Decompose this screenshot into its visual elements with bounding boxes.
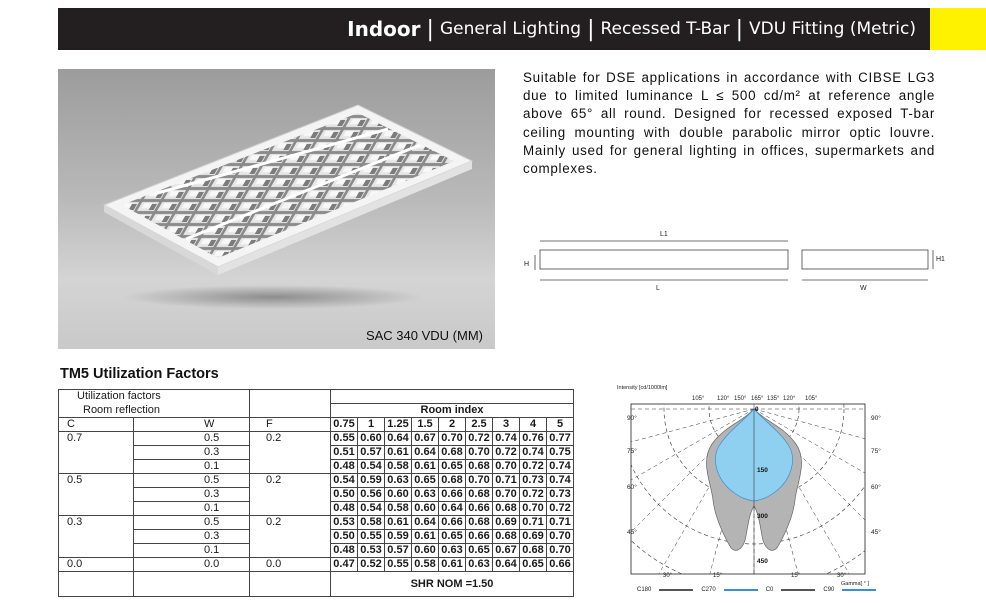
polar-top-angle: 135° [767, 396, 780, 402]
header-bar [58, 8, 930, 50]
polar-bottom-angle: 30° [663, 573, 673, 579]
utilization-table [58, 389, 574, 597]
utilization-value: 0.68 [439, 446, 466, 460]
reflection-c: 0.7 [59, 432, 134, 446]
table-row [59, 544, 574, 558]
utilization-value: 0.68 [439, 474, 466, 488]
utilization-value: 0.63 [385, 474, 412, 488]
utilization-value: 0.68 [493, 502, 520, 516]
utilization-value: 0.66 [466, 502, 493, 516]
utilization-value: 0.56 [358, 488, 385, 502]
utilization-value: 0.72 [520, 488, 547, 502]
header-separator: | [426, 16, 434, 42]
room-reflection-header: Room reflection [59, 404, 250, 418]
fixture-side-view [540, 250, 788, 269]
polar-left-angle: 45° [627, 529, 637, 536]
utilization-value: 0.64 [493, 558, 520, 572]
utilization-value: 0.77 [547, 432, 574, 446]
polar-top-angle: 105° [805, 396, 818, 402]
utilization-header: Utilization factors [59, 390, 250, 404]
reflection-c [59, 488, 134, 502]
polar-radial-label: 300 [757, 513, 768, 520]
utilization-value: 0.47 [331, 558, 358, 572]
utilization-value: 0.58 [358, 516, 385, 530]
table-row [59, 432, 574, 446]
polar-right-angle: 75° [871, 448, 881, 455]
utilization-value: 0.61 [412, 530, 439, 544]
dim-label-w: W [860, 285, 867, 292]
legend-label-c180: C180 [637, 587, 652, 593]
utilization-value: 0.71 [493, 474, 520, 488]
room-index-value: 1 [358, 418, 385, 432]
fixture-shadow [123, 285, 423, 309]
utilization-value: 0.64 [412, 446, 439, 460]
header-title [347, 8, 916, 50]
utilization-value: 0.66 [547, 558, 574, 572]
product-description: Suitable for DSE applications in accordance with CIBSE LG3 due to limited luminance L ≤ 500 cd/m² at reference angle above 65° all round. Designed for recessed exposed T-bar ceiling mounting with double parabolic mirror optic louvre. Mainly used for general lighting in offices, supermarkets and complexes. [523, 70, 935, 177]
header-separator: | [735, 16, 744, 42]
utilization-value: 0.52 [358, 558, 385, 572]
polar-intensity-diagram [605, 378, 885, 588]
reflection-f: 0.2 [250, 516, 331, 530]
fixture-end-view [802, 250, 928, 269]
utilization-value: 0.60 [412, 544, 439, 558]
polar-left-angle: 90° [627, 415, 637, 422]
reflection-f: 0.0 [250, 558, 331, 572]
table-row [59, 502, 574, 516]
utilization-value: 0.59 [358, 474, 385, 488]
utilization-value: 0.70 [493, 460, 520, 474]
product-caption: SAC 340 VDU (MM) [365, 328, 483, 343]
utilization-value: 0.63 [439, 544, 466, 558]
reflection-w: 0.5 [134, 432, 250, 446]
room-index-value: 1.5 [412, 418, 439, 432]
utilization-value: 0.74 [493, 432, 520, 446]
utilization-value: 0.70 [466, 446, 493, 460]
polar-left-angle: 75° [627, 448, 637, 455]
header-accent-block [930, 8, 986, 50]
shr-nom-footer: SHR NOM =1.50 [331, 572, 574, 597]
polar-top-angle: 150° [734, 396, 747, 402]
utilization-value: 0.70 [439, 432, 466, 446]
utilization-value: 0.50 [331, 488, 358, 502]
polar-right-angle: 90° [871, 415, 881, 422]
reflection-f [250, 530, 331, 544]
reflection-w: 0.0 [134, 558, 250, 572]
room-index-value: 2 [439, 418, 466, 432]
room-index-value: 0.75 [331, 418, 358, 432]
polar-top-angle: 105° [692, 396, 705, 402]
utilization-value: 0.53 [331, 516, 358, 530]
utilization-value: 0.60 [358, 432, 385, 446]
utilization-value: 0.55 [385, 558, 412, 572]
utilization-value: 0.68 [466, 460, 493, 474]
polar-radial-label: 450 [757, 558, 768, 565]
dim-label-l: L [656, 285, 660, 292]
utilization-value: 0.53 [358, 544, 385, 558]
reflection-w: 0.5 [134, 474, 250, 488]
reflection-f [250, 488, 331, 502]
utilization-value: 0.54 [358, 502, 385, 516]
table-row [59, 460, 574, 474]
table-row [59, 474, 574, 488]
reflection-w: 0.5 [134, 516, 250, 530]
reflection-f [250, 502, 331, 516]
reflection-f: 0.2 [250, 432, 331, 446]
utilization-value: 0.67 [493, 544, 520, 558]
polar-top-angle: 120° [783, 396, 796, 402]
utilization-value: 0.76 [520, 432, 547, 446]
legend-label-c0: C0 [765, 587, 774, 593]
header-title-part: General Lighting [439, 19, 582, 39]
utilization-value: 0.60 [412, 502, 439, 516]
reflection-c [59, 544, 134, 558]
utilization-value: 0.68 [466, 516, 493, 530]
utilization-value: 0.65 [520, 558, 547, 572]
utilization-value: 0.68 [493, 530, 520, 544]
room-index-value: 4 [520, 418, 547, 432]
legend-swatch-blue [842, 589, 876, 591]
utilization-value: 0.73 [520, 474, 547, 488]
col-label-c: C [59, 418, 134, 432]
room-index-value: 5 [547, 418, 574, 432]
utilization-value: 0.50 [331, 530, 358, 544]
header-title-part: Recessed T-Bar [600, 19, 730, 39]
room-index-value: 3 [493, 418, 520, 432]
header-title-main: Indoor [347, 17, 421, 41]
utilization-value: 0.61 [412, 460, 439, 474]
utilization-value: 0.58 [412, 558, 439, 572]
utilization-value: 0.64 [412, 516, 439, 530]
utilization-value: 0.73 [547, 488, 574, 502]
reflection-f: 0.2 [250, 474, 331, 488]
reflection-w: 0.3 [134, 488, 250, 502]
utilization-value: 0.61 [439, 558, 466, 572]
reflection-w: 0.1 [134, 544, 250, 558]
table-row [59, 558, 574, 572]
utilization-value: 0.66 [439, 516, 466, 530]
legend-label-c90: C90 [823, 587, 835, 593]
utilization-value: 0.74 [520, 446, 547, 460]
utilization-value: 0.65 [466, 544, 493, 558]
utilization-value: 0.51 [331, 446, 358, 460]
utilization-value: 0.72 [466, 432, 493, 446]
polar-top-angle: 120° [717, 396, 730, 402]
utilization-value: 0.66 [466, 530, 493, 544]
legend-swatch-gray [659, 589, 693, 591]
utilization-value: 0.66 [439, 488, 466, 502]
dim-label-h1: H1 [936, 256, 945, 263]
reflection-f [250, 460, 331, 474]
reflection-w: 0.1 [134, 460, 250, 474]
reflection-w: 0.3 [134, 530, 250, 544]
utilization-value: 0.72 [547, 502, 574, 516]
utilization-value: 0.48 [331, 460, 358, 474]
utilization-value: 0.57 [385, 544, 412, 558]
header-title-part: VDU Fitting (Metric) [749, 19, 916, 39]
reflection-c [59, 502, 134, 516]
polar-zero-label: 0 [755, 406, 759, 413]
utilization-value: 0.74 [547, 474, 574, 488]
utilization-value: 0.64 [385, 432, 412, 446]
utilization-value: 0.69 [493, 516, 520, 530]
utilization-value: 0.64 [439, 502, 466, 516]
utilization-value: 0.58 [385, 502, 412, 516]
utilization-value: 0.71 [547, 516, 574, 530]
utilization-value: 0.74 [547, 460, 574, 474]
utilization-value: 0.68 [520, 544, 547, 558]
reflection-c: 0.5 [59, 474, 134, 488]
room-index-header: Room index [331, 404, 574, 418]
utilization-value: 0.70 [547, 544, 574, 558]
room-index-value: 2.5 [466, 418, 493, 432]
polar-legend [637, 587, 880, 593]
polar-right-angle: 60° [871, 484, 881, 491]
utilization-value: 0.75 [547, 446, 574, 460]
reflection-f [250, 446, 331, 460]
utilization-value: 0.72 [493, 446, 520, 460]
product-photo [58, 69, 495, 349]
dim-label-l1: L1 [660, 231, 668, 238]
table-row [59, 488, 574, 502]
legend-label-c270: C270 [701, 587, 716, 593]
utilization-value: 0.70 [547, 530, 574, 544]
utilization-value: 0.65 [439, 460, 466, 474]
polar-bottom-angle: 30° [837, 573, 847, 579]
utilization-value: 0.48 [331, 544, 358, 558]
polar-left-angle: 60° [627, 484, 637, 491]
utilization-value: 0.71 [520, 516, 547, 530]
utilization-value: 0.60 [385, 488, 412, 502]
utilization-value: 0.72 [520, 460, 547, 474]
dim-label-h: H [524, 261, 530, 268]
col-label-f: F [250, 418, 331, 432]
utilization-value: 0.70 [520, 502, 547, 516]
reflection-f [250, 544, 331, 558]
legend-swatch-blue [724, 589, 758, 591]
header-separator: | [587, 16, 595, 42]
utilization-value: 0.59 [385, 530, 412, 544]
utilization-value: 0.55 [331, 432, 358, 446]
utilization-value: 0.70 [466, 474, 493, 488]
utilization-value: 0.68 [466, 488, 493, 502]
reflection-c [59, 460, 134, 474]
utilization-value: 0.58 [385, 460, 412, 474]
utilization-value: 0.63 [412, 488, 439, 502]
utilization-value: 0.65 [412, 474, 439, 488]
dimension-drawing [520, 226, 950, 296]
polar-gamma-label: Gamma[ ° ] [841, 581, 869, 587]
reflection-c: 0.0 [59, 558, 134, 572]
polar-radial-label: 150 [757, 467, 768, 474]
utilization-title: TM5 Utilization Factors [60, 366, 219, 382]
utilization-value: 0.69 [520, 530, 547, 544]
utilization-value: 0.70 [493, 488, 520, 502]
utilization-value: 0.61 [385, 516, 412, 530]
reflection-w: 0.1 [134, 502, 250, 516]
utilization-value: 0.65 [439, 530, 466, 544]
utilization-value: 0.57 [358, 446, 385, 460]
polar-bottom-angle: 15° [713, 573, 723, 579]
utilization-value: 0.54 [331, 474, 358, 488]
luminaire-illustration [58, 69, 495, 349]
utilization-value: 0.63 [466, 558, 493, 572]
utilization-value: 0.67 [412, 432, 439, 446]
table-row [59, 446, 574, 460]
polar-right-angle: 45° [871, 529, 881, 536]
utilization-value: 0.48 [331, 502, 358, 516]
utilization-value: 0.61 [385, 446, 412, 460]
polar-intensity-label: Intensity [cd/1000lm] [617, 385, 668, 391]
polar-bottom-angle: 15° [791, 573, 801, 579]
col-label-w: W [134, 418, 250, 432]
reflection-c [59, 446, 134, 460]
room-index-value: 1.25 [385, 418, 412, 432]
utilization-value: 0.54 [358, 460, 385, 474]
legend-swatch-gray [781, 589, 815, 591]
utilization-value: 0.55 [358, 530, 385, 544]
reflection-w: 0.3 [134, 446, 250, 460]
table-row [59, 530, 574, 544]
reflection-c [59, 530, 134, 544]
polar-top-angle: 165° [751, 396, 764, 402]
reflection-c: 0.3 [59, 516, 134, 530]
table-row [59, 516, 574, 530]
